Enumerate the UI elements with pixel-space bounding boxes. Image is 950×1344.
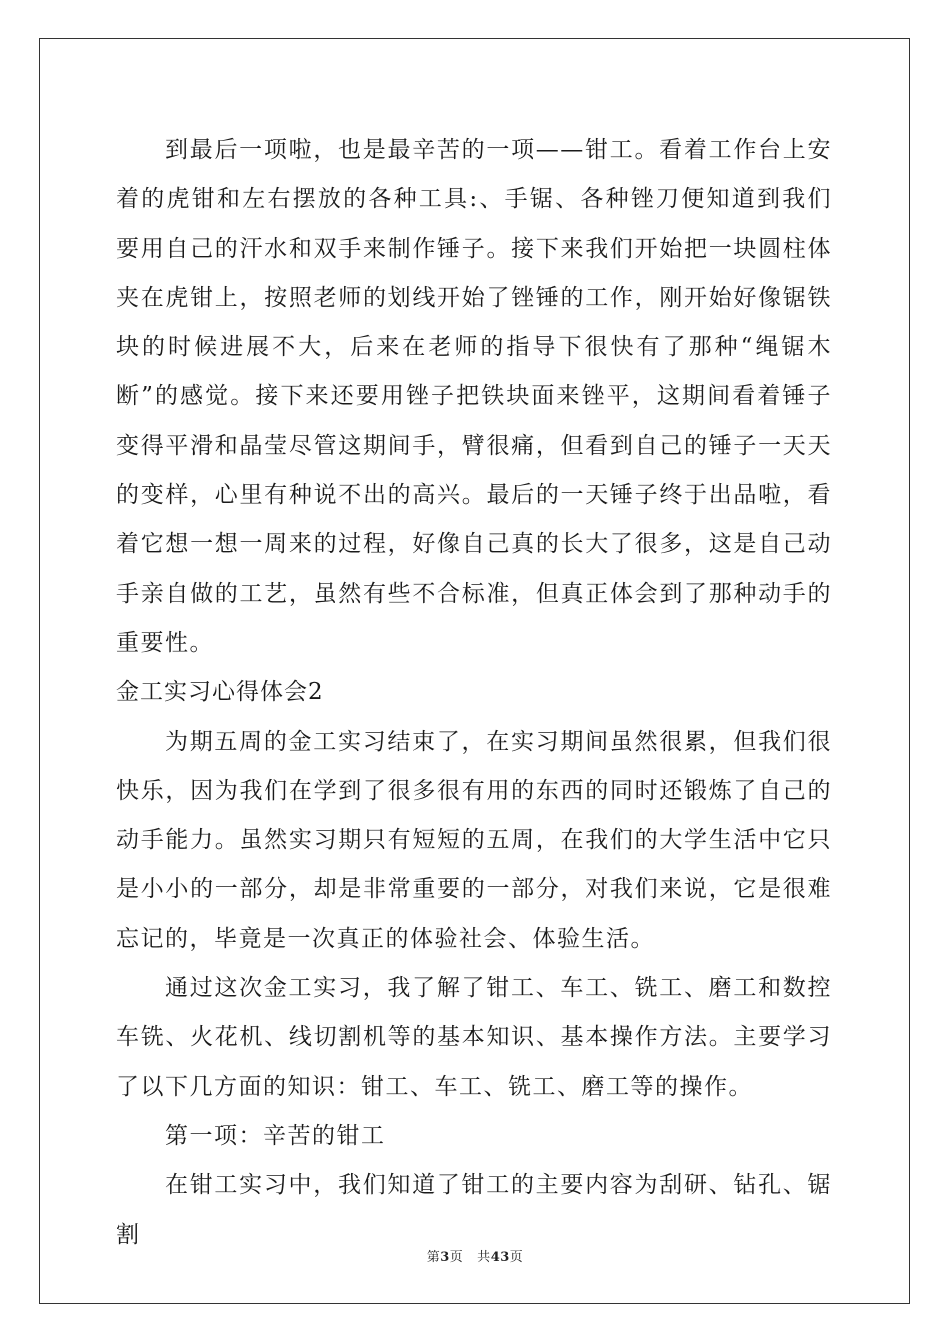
page-unit: 页: [449, 1250, 464, 1265]
page-number: 3: [440, 1250, 450, 1265]
subheading-first-item: 第一项：辛苦的钳工: [165, 1122, 386, 1149]
paragraph-fitting-content: 在钳工实习中，我们知道了钳工的主要内容为刮研、钻孔、锯割: [116, 1172, 832, 1248]
total-label: 共: [477, 1250, 491, 1265]
page-footer: [0, 1246, 950, 1265]
document-body: [116, 126, 832, 1260]
total-unit: 页: [509, 1250, 524, 1265]
section-heading: 金工实习心得体会2: [116, 679, 324, 706]
paragraph-fitting-summary: 到最后一项啦，也是最辛苦的一项——钳工。看着工作台上安着的虎钳和左右摆放的各种工具:、手锯、各种锉刀便知道到我们要用自己的汗水和双手来制作锤子。接下来我们开始把一块圆柱体夹在虎钳上，按照老师的划线开始了锉锤的工作，刚开始好像锯铁块的时候进展不大，后来在老师的指导下很快有了那种“绳锯木断”的感觉。接下来还要用锉子把铁块面来锉平，这期间看着锤子变得平滑和晶莹尽管这期间手，臂很痛，但看到自己的锤子一天天的变样，心里有种说不出的高兴。最后的一天锤子终于出品啦，看着它想一想一周来的过程，好像自己真的长大了很多，这是自己动手亲自做的工艺，虽然有些不合标准，但真正体会到了那种动手的重要性。: [116, 137, 832, 656]
page-label: 第: [426, 1250, 441, 1265]
paragraph-skills-learned: 通过这次金工实习，我了解了钳工、车工、铣工、磨工和数控车铣、火花机、线切割机等的基本知识、基本操作方法。主要学习了以下几方面的知识：钳工、车工、铣工、磨工等的操作。: [116, 975, 832, 1100]
paragraph-internship-intro: 为期五周的金工实习结束了，在实习期间虽然很累，但我们很快乐，因为我们在学到了很多很有用的东西的同时还锻炼了自己的动手能力。虽然实习期只有短短的五周，在我们的大学生活中它只是小小的一部分，却是非常重要的一部分，对我们来说，它是很难忘记的，毕竟是一次真正的体验社会、体验生活。: [116, 728, 832, 952]
total-pages: 43: [490, 1250, 510, 1265]
